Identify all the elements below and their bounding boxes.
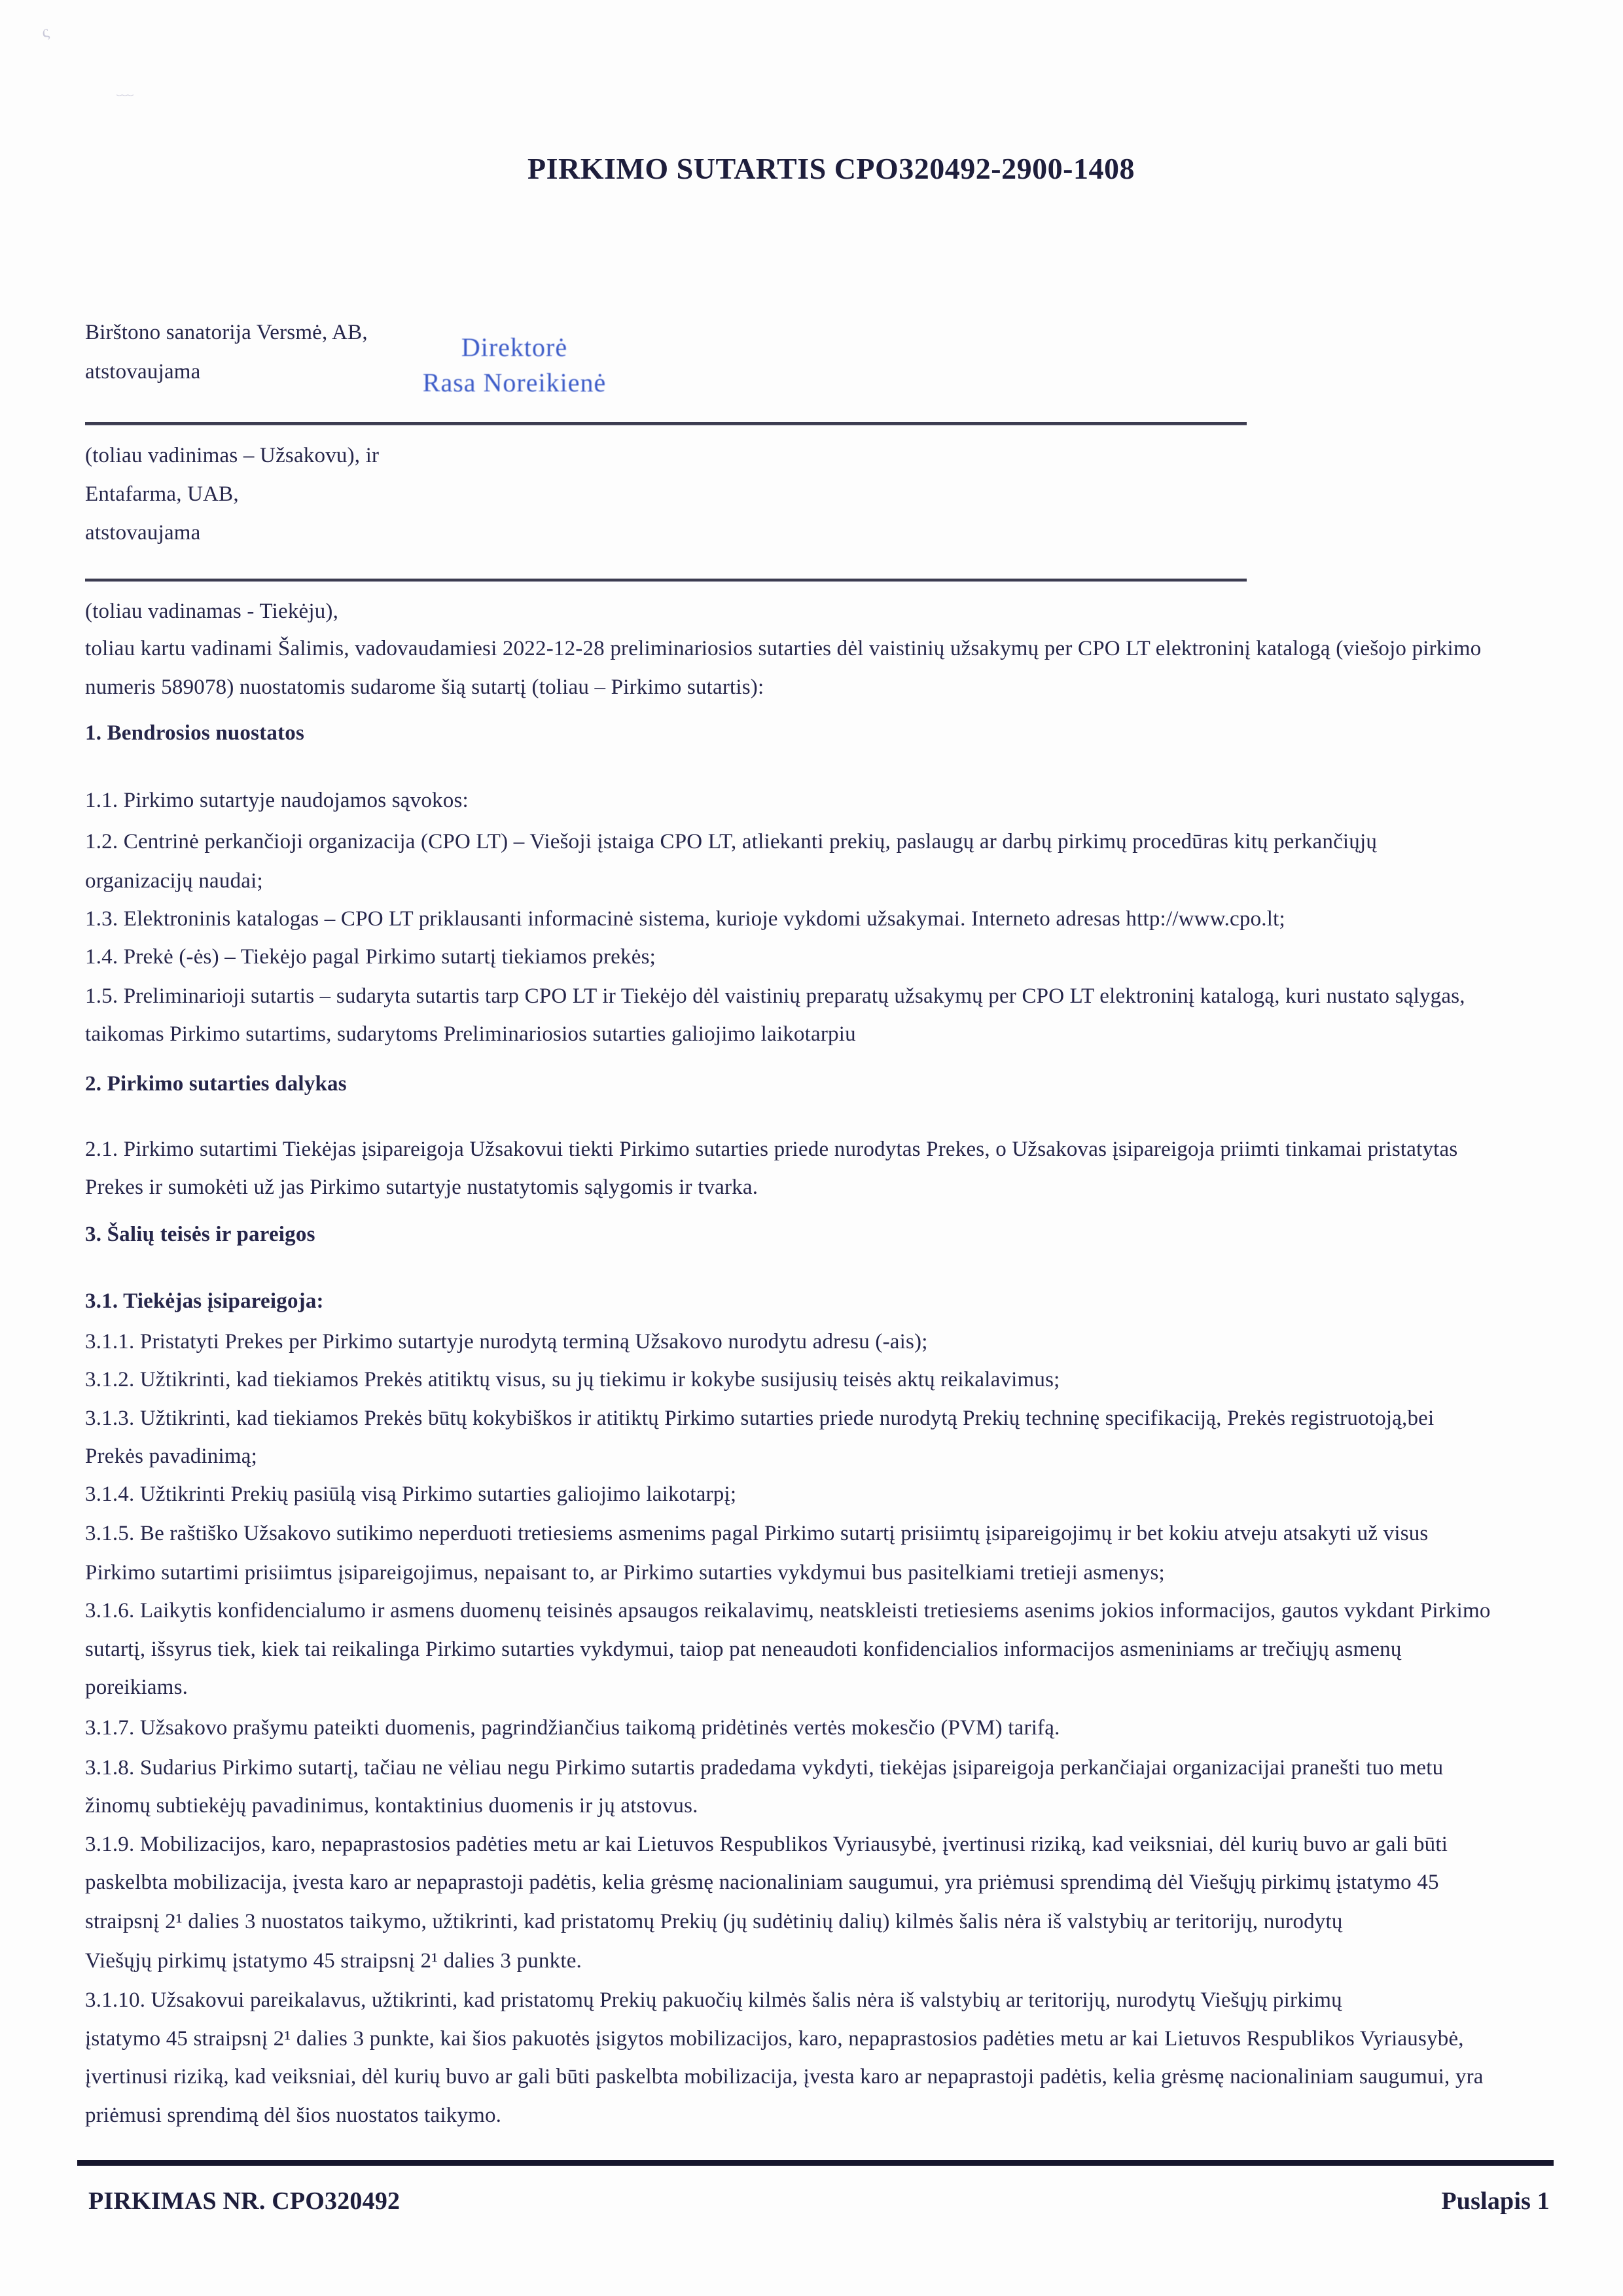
signature-stamp-name: Rasa Noreikienė [422, 368, 607, 397]
contract-line: 3.1.3. Užtikrinti, kad tiekiamos Prekės būtų kokybiškos ir atitiktų Pirkimo sutarties priede nurodytą Prekių techninę specifikaciją, Prekės registruotoją,bei [85, 1407, 1435, 1430]
contract-line: sutartį, išsyrus tiek, kiek tai reikalinga Pirkimo sutarties vykdymui, taiop pat neneaudoti konfidencialios informacijos asmeniniams ar trečiųjų asmenų [85, 1638, 1402, 1661]
section-heading: 1. Bendrosios nuostatos [85, 721, 304, 745]
contract-line: straipsnį 2¹ dalies 3 nuostatos taikymo, užtikrinti, kad pristatomų Prekių (jų sudėtinių dalių) kilmės šalis nėra iš valstybių ar teritorijų, nurodytų [85, 1910, 1343, 1933]
contract-line: taikomas Pirkimo sutartims, sudarytoms Preliminariosios sutarties galiojimo laikotarpiu [85, 1022, 856, 1046]
contract-line: 3.1.5. Be raštiško Užsakovo sutikimo neperduoti tretiesiems asmenims pagal Pirkimo sutartį prisiimtų įsipareigojimų ir bet kokiu atveju atsakyti už visus [85, 1522, 1429, 1545]
contract-line: įstatymo 45 straipsnį 2¹ dalies 3 punkte, kai šios pakuotės įsigytos mobilizacijos, karo, nepaprastosios padėties metu ar kai Lietuvos Respublikos Vyriausybė, [85, 2027, 1464, 2051]
supplier-alias: (toliau vadinamas - Tiekėju), [85, 600, 339, 623]
contract-line: 3.1.2. Užtikrinti, kad tiekiamos Prekės atitiktų visus, su jų tiekimu ir kokybe susijusių teisės aktų reikalavimus; [85, 1368, 1060, 1391]
buyer-name: Birštono sanatorija Versmė, AB, [85, 321, 368, 344]
contract-line: 1.3. Elektroninis katalogas – CPO LT priklausanti informacinė sistema, kurioje vykdomi užsakymai. Interneto adresas http://www.cpo.lt; [85, 907, 1285, 931]
contract-line: 2.1. Pirkimo sutartimi Tiekėjas įsipareigoja Užsakovui tiekti Pirkimo sutarties priede nurodytas Prekes, o Užsakovas įsipareigoja priimti tinkamai pristatytas [85, 1138, 1458, 1161]
contract-line: žinomų subtiekėjų pavadinimus, kontaktinius duomenis ir jų atstovus. [85, 1794, 698, 1818]
contract-line: 3.1.9. Mobilizacijos, karo, nepaprastosios padėties metu ar kai Lietuvos Respublikos Vyriausybė, įvertinusi riziką, kad veiksniai, dėl kurių buvo ar gali būti [85, 1833, 1448, 1856]
buyer-represented-by: atstovaujama [85, 360, 201, 384]
contract-line: 3.1.1. Pristatyti Prekes per Pirkimo sutartyje nurodytą terminą Užsakovo nurodytu adresu (-ais); [85, 1330, 928, 1354]
contract-line: 1.4. Prekė (-ės) – Tiekėjo pagal Pirkimo sutartį tiekiamos prekės; [85, 945, 656, 969]
subsection-heading: 3.1. Tiekėjas įsipareigoja: [85, 1289, 324, 1313]
contract-line: Viešųjų pirkimų įstatymo 45 straipsnį 2¹ dalies 3 punkte. [85, 1949, 582, 1973]
supplier-name: Entafarma, UAB, [85, 482, 239, 506]
contract-line: organizacijų naudai; [85, 869, 263, 893]
document-title: PIRKIMO SUTARTIS CPO320492-2900-1408 [527, 152, 1135, 185]
contract-line: 1.1. Pirkimo sutartyje naudojamos sąvokos: [85, 789, 469, 812]
contract-line: 1.5. Preliminarioji sutartis – sudaryta sutartis tarp CPO LT ir Tiekėjo dėl vaistinių preparatų užsakymų per CPO LT elektroninį katalogą, kuri nustato sąlygas, [85, 984, 1465, 1008]
contract-line: 3.1.8. Sudarius Pirkimo sutartį, tačiau ne vėliau negu Pirkimo sutartis pradedama vykdyti, tiekėjas įsipareigoja perkančiajai organizacijai pranešti tuo metu [85, 1756, 1444, 1780]
footer-rule [77, 2160, 1554, 2166]
preamble-line: toliau kartu vadinami Šalimis, vadovaudamiesi 2022-12-28 preliminariosios sutarties dėl vaistinių užsakymų per CPO LT elektroninį katalogą (viešojo pirkimo [85, 637, 1482, 660]
section-heading: 3. Šalių teisės ir pareigos [85, 1223, 315, 1246]
contract-line: priėmusi sprendimą dėl šios nuostatos taikymo. [85, 2104, 502, 2127]
buyer-alias: (toliau vadinimas – Užsakovu), ir [85, 444, 380, 467]
contract-line: 3.1.6. Laikytis konfidencialumo ir asmens duomenų teisinės apsaugos reikalavimų, neatskleisti tretiesiems asenims jokios informacijos, gautos vykdant Pirkimo [85, 1599, 1491, 1623]
supplier-represented-by: atstovaujama [85, 521, 201, 545]
signature-rule [85, 579, 1247, 582]
scan-artifact: ﹏ [116, 80, 134, 99]
contract-line: Prekės pavadinimą; [85, 1444, 257, 1468]
footer-purchase-number: PIRKIMAS NR. CPO320492 [88, 2187, 401, 2215]
contract-line: 3.1.4. Užtikrinti Prekių pasiūlą visą Pirkimo sutarties galiojimo laikotarpį; [85, 1482, 737, 1506]
contract-line: 1.2. Centrinė perkančioji organizacija (CPO LT) – Viešoji įstaiga CPO LT, atliekanti prekių, paslaugų ar darbų pirkimų procedūras kitų perkančiųjų [85, 830, 1378, 853]
preamble-line: numeris 589078) nuostatomis sudarome šią sutartį (toliau – Pirkimo sutartis): [85, 675, 764, 699]
contract-line: įvertinusi riziką, kad veiksniai, dėl kurių buvo ar gali būti paskelbta mobilizacija, įvesta karo ar nepaprastoji padėtis, kelia grėsmę nacionaliniam saugumui, yra [85, 2065, 1484, 2089]
contract-line: paskelbta mobilizacija, įvesta karo ar nepaprastoji padėtis, kelia grėsmę nacionaliniam saugumui, yra priėmusi sprendimą dėl Viešųjų pirkimų įstatymo 45 [85, 1871, 1439, 1894]
scan-artifact: ς [39, 22, 51, 42]
contract-line: poreikiams. [85, 1676, 188, 1699]
contract-line: Pirkimo sutartimi prisiimtus įsipareigojimus, nepaisant to, ar Pirkimo sutarties vykdymui bus pasitelkiami tretieji asmenys; [85, 1561, 1165, 1585]
contract-line: 3.1.7. Užsakovo prašymu pateikti duomenis, pagrindžiančius taikomą pridėtinės vertės mokesčio (PVM) tarifą. [85, 1716, 1060, 1740]
footer-page-number: Puslapis 1 [1441, 2187, 1550, 2215]
signature-rule [85, 422, 1247, 425]
section-heading: 2. Pirkimo sutarties dalykas [85, 1072, 347, 1096]
signature-stamp-role: Direktorė [461, 332, 568, 362]
contract-line: Prekes ir sumokėti už jas Pirkimo sutartyje nustatytomis sąlygomis ir tvarka. [85, 1175, 758, 1199]
contract-line: 3.1.10. Užsakovui pareikalavus, užtikrinti, kad pristatomų Prekių pakuočių kilmės šalis nėra iš valstybių ar teritorijų, nurodytų Viešųjų pirkimų [85, 1988, 1342, 2012]
